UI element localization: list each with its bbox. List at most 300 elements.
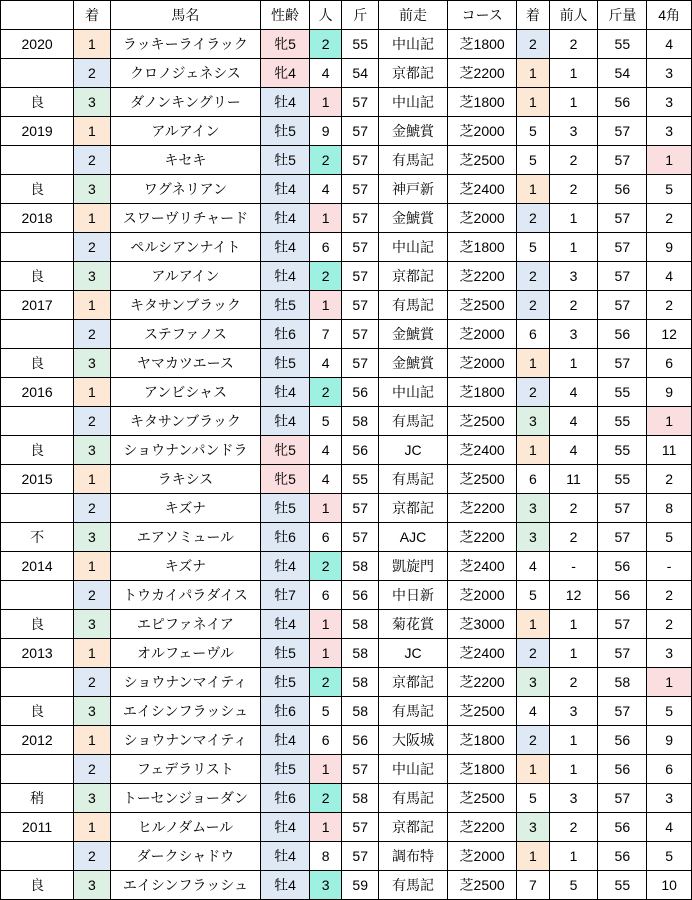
course-cell: 芝2400 xyxy=(448,552,517,581)
rank-cell: 3 xyxy=(74,523,111,552)
fourth-corner-cell: 6 xyxy=(647,349,692,378)
previous-weight-cell: 57 xyxy=(598,523,647,552)
previous-race-cell: JC xyxy=(378,639,447,668)
popularity-cell: 6 xyxy=(309,726,342,755)
previous-place-cell: 2 xyxy=(517,378,550,407)
rank-cell: 3 xyxy=(74,436,111,465)
table-row xyxy=(1,697,692,726)
popularity-cell: 2 xyxy=(309,378,342,407)
table-row xyxy=(1,842,692,871)
previous-popularity-cell: 2 xyxy=(549,175,598,204)
header-fourth-corner: 4角 xyxy=(647,1,692,30)
previous-place-cell: 1 xyxy=(517,436,550,465)
sex-age-cell: 牝5 xyxy=(261,30,310,59)
horse-name-cell: クロノジェネシス xyxy=(110,59,260,88)
previous-place-cell: 4 xyxy=(517,697,550,726)
popularity-cell: 1 xyxy=(309,291,342,320)
previous-popularity-cell: 2 xyxy=(549,668,598,697)
sex-age-cell: 牡4 xyxy=(261,842,310,871)
fourth-corner-cell: 2 xyxy=(647,610,692,639)
weight-cell: 57 xyxy=(342,349,379,378)
horse-name-cell: ラキシス xyxy=(110,465,260,494)
course-cell: 芝1800 xyxy=(448,755,517,784)
previous-popularity-cell: 2 xyxy=(549,523,598,552)
previous-weight-cell: 56 xyxy=(598,842,647,871)
fourth-corner-cell: 2 xyxy=(647,581,692,610)
previous-popularity-cell: 1 xyxy=(549,349,598,378)
previous-weight-cell: 57 xyxy=(598,262,647,291)
track-condition-label: 良 xyxy=(1,697,74,726)
course-cell: 芝2200 xyxy=(448,262,517,291)
previous-weight-cell: 57 xyxy=(598,117,647,146)
previous-place-cell: 2 xyxy=(517,291,550,320)
fourth-corner-cell: 8 xyxy=(647,494,692,523)
previous-place-cell: 5 xyxy=(517,117,550,146)
previous-weight-cell: 57 xyxy=(598,204,647,233)
spacer-cell xyxy=(1,146,74,175)
previous-place-cell: 1 xyxy=(517,88,550,117)
table-row xyxy=(1,204,692,233)
previous-place-cell: 5 xyxy=(517,233,550,262)
header-sex-age: 性齢 xyxy=(261,1,310,30)
popularity-cell: 2 xyxy=(309,262,342,291)
previous-place-cell: 1 xyxy=(517,842,550,871)
previous-popularity-cell: - xyxy=(549,552,598,581)
table-row xyxy=(1,320,692,349)
previous-race-cell: 中山記 xyxy=(378,233,447,262)
previous-place-cell: 2 xyxy=(517,204,550,233)
weight-cell: 57 xyxy=(342,291,379,320)
spacer-cell xyxy=(1,320,74,349)
previous-race-cell: 京都記 xyxy=(378,813,447,842)
horse-name-cell: キズナ xyxy=(110,552,260,581)
fourth-corner-cell: 3 xyxy=(647,784,692,813)
horse-name-cell: ステファノス xyxy=(110,320,260,349)
table-row xyxy=(1,88,692,117)
horse-name-cell: エピファネイア xyxy=(110,610,260,639)
previous-weight-cell: 55 xyxy=(598,436,647,465)
previous-popularity-cell: 1 xyxy=(549,842,598,871)
popularity-cell: 2 xyxy=(309,146,342,175)
previous-race-cell: 金鯱賞 xyxy=(378,204,447,233)
track-condition-label: 良 xyxy=(1,88,74,117)
rank-cell: 3 xyxy=(74,610,111,639)
popularity-cell: 1 xyxy=(309,610,342,639)
weight-cell: 57 xyxy=(342,117,379,146)
year-label: 2016 xyxy=(1,378,74,407)
horse-name-cell: ヤマカツエース xyxy=(110,349,260,378)
previous-place-cell: 6 xyxy=(517,465,550,494)
previous-weight-cell: 55 xyxy=(598,378,647,407)
previous-place-cell: 1 xyxy=(517,755,550,784)
fourth-corner-cell: 3 xyxy=(647,88,692,117)
previous-popularity-cell: 4 xyxy=(549,436,598,465)
previous-place-cell: 1 xyxy=(517,349,550,378)
course-cell: 芝2500 xyxy=(448,465,517,494)
rank-cell: 2 xyxy=(74,581,111,610)
header-course: コース xyxy=(448,1,517,30)
weight-cell: 54 xyxy=(342,59,379,88)
previous-popularity-cell: 2 xyxy=(549,291,598,320)
course-cell: 芝2000 xyxy=(448,349,517,378)
horse-name-cell: トウカイパラダイス xyxy=(110,581,260,610)
sex-age-cell: 牡4 xyxy=(261,813,310,842)
previous-place-cell: 5 xyxy=(517,146,550,175)
horse-name-cell: アルアイン xyxy=(110,262,260,291)
previous-place-cell: 3 xyxy=(517,407,550,436)
previous-popularity-cell: 1 xyxy=(549,610,598,639)
popularity-cell: 2 xyxy=(309,552,342,581)
horse-name-cell: キタサンブラック xyxy=(110,291,260,320)
table-row xyxy=(1,610,692,639)
rank-cell: 2 xyxy=(74,407,111,436)
sex-age-cell: 牡5 xyxy=(261,755,310,784)
table-row xyxy=(1,30,692,59)
previous-place-cell: 2 xyxy=(517,639,550,668)
course-cell: 芝2400 xyxy=(448,639,517,668)
sex-age-cell: 牡5 xyxy=(261,291,310,320)
horse-name-cell: ダノンキングリー xyxy=(110,88,260,117)
previous-popularity-cell: 2 xyxy=(549,494,598,523)
previous-popularity-cell: 2 xyxy=(549,146,598,175)
weight-cell: 59 xyxy=(342,871,379,900)
previous-place-cell: 2 xyxy=(517,30,550,59)
course-cell: 芝2500 xyxy=(448,697,517,726)
previous-popularity-cell: 1 xyxy=(549,755,598,784)
table-row xyxy=(1,813,692,842)
popularity-cell: 2 xyxy=(309,784,342,813)
track-condition-label: 良 xyxy=(1,436,74,465)
fourth-corner-cell: 2 xyxy=(647,291,692,320)
rank-cell: 3 xyxy=(74,262,111,291)
weight-cell: 56 xyxy=(342,726,379,755)
previous-race-cell: 京都記 xyxy=(378,668,447,697)
table-row xyxy=(1,291,692,320)
table-row xyxy=(1,581,692,610)
table-row xyxy=(1,552,692,581)
table-row xyxy=(1,262,692,291)
rank-cell: 1 xyxy=(74,291,111,320)
weight-cell: 57 xyxy=(342,842,379,871)
table-row xyxy=(1,436,692,465)
horse-name-cell: オルフェーヴル xyxy=(110,639,260,668)
rank-cell: 1 xyxy=(74,639,111,668)
sex-age-cell: 牡5 xyxy=(261,146,310,175)
sex-age-cell: 牡6 xyxy=(261,320,310,349)
sex-age-cell: 牡4 xyxy=(261,204,310,233)
previous-popularity-cell: 3 xyxy=(549,262,598,291)
previous-weight-cell: 56 xyxy=(598,581,647,610)
table-header-row xyxy=(1,1,692,30)
previous-race-cell: 中山記 xyxy=(378,755,447,784)
previous-race-cell: 有馬記 xyxy=(378,407,447,436)
header-rank: 着 xyxy=(74,1,111,30)
previous-place-cell: 2 xyxy=(517,262,550,291)
previous-race-cell: 有馬記 xyxy=(378,871,447,900)
rank-cell: 3 xyxy=(74,697,111,726)
previous-weight-cell: 57 xyxy=(598,233,647,262)
previous-race-cell: 金鯱賞 xyxy=(378,320,447,349)
previous-race-cell: 有馬記 xyxy=(378,697,447,726)
table-row xyxy=(1,755,692,784)
year-label: 2013 xyxy=(1,639,74,668)
weight-cell: 57 xyxy=(342,88,379,117)
previous-race-cell: 京都記 xyxy=(378,494,447,523)
course-cell: 芝1800 xyxy=(448,378,517,407)
previous-weight-cell: 57 xyxy=(598,146,647,175)
previous-popularity-cell: 3 xyxy=(549,117,598,146)
rank-cell: 1 xyxy=(74,30,111,59)
previous-popularity-cell: 1 xyxy=(549,639,598,668)
previous-weight-cell: 57 xyxy=(598,610,647,639)
table-row xyxy=(1,349,692,378)
table-row xyxy=(1,407,692,436)
weight-cell: 57 xyxy=(342,204,379,233)
previous-weight-cell: 56 xyxy=(598,755,647,784)
fourth-corner-cell: 5 xyxy=(647,523,692,552)
horse-name-cell: スワーヴリチャード xyxy=(110,204,260,233)
rank-cell: 1 xyxy=(74,117,111,146)
weight-cell: 55 xyxy=(342,30,379,59)
sex-age-cell: 牝5 xyxy=(261,465,310,494)
course-cell: 芝2200 xyxy=(448,523,517,552)
horse-name-cell: ショウナンパンドラ xyxy=(110,436,260,465)
fourth-corner-cell: 3 xyxy=(647,117,692,146)
sex-age-cell: 牡5 xyxy=(261,668,310,697)
previous-weight-cell: 56 xyxy=(598,813,647,842)
previous-place-cell: 1 xyxy=(517,610,550,639)
previous-race-cell: 金鯱賞 xyxy=(378,117,447,146)
previous-popularity-cell: 1 xyxy=(549,726,598,755)
spacer-cell xyxy=(1,581,74,610)
previous-weight-cell: 55 xyxy=(598,30,647,59)
previous-weight-cell: 56 xyxy=(598,552,647,581)
course-cell: 芝1800 xyxy=(448,726,517,755)
previous-place-cell: 5 xyxy=(517,784,550,813)
course-cell: 芝2200 xyxy=(448,59,517,88)
horse-name-cell: キズナ xyxy=(110,494,260,523)
year-label: 2020 xyxy=(1,30,74,59)
horse-name-cell: フェデラリスト xyxy=(110,755,260,784)
sex-age-cell: 牡4 xyxy=(261,88,310,117)
horse-name-cell: エイシンフラッシュ xyxy=(110,697,260,726)
rank-cell: 3 xyxy=(74,88,111,117)
horse-name-cell: ワグネリアン xyxy=(110,175,260,204)
table-row xyxy=(1,378,692,407)
rank-cell: 2 xyxy=(74,842,111,871)
spacer-cell xyxy=(1,407,74,436)
horse-name-cell: ダークシャドウ xyxy=(110,842,260,871)
fourth-corner-cell: 4 xyxy=(647,30,692,59)
sex-age-cell: 牡4 xyxy=(261,378,310,407)
fourth-corner-cell: 5 xyxy=(647,175,692,204)
previous-weight-cell: 55 xyxy=(598,871,647,900)
weight-cell: 55 xyxy=(342,465,379,494)
horse-name-cell: ラッキーライラック xyxy=(110,30,260,59)
weight-cell: 57 xyxy=(342,494,379,523)
course-cell: 芝2000 xyxy=(448,117,517,146)
horse-name-cell: キセキ xyxy=(110,146,260,175)
spacer-cell xyxy=(1,233,74,262)
previous-race-cell: 有馬記 xyxy=(378,291,447,320)
horse-name-cell: ペルシアンナイト xyxy=(110,233,260,262)
previous-weight-cell: 57 xyxy=(598,697,647,726)
rank-cell: 3 xyxy=(74,175,111,204)
previous-race-cell: 神戸新 xyxy=(378,175,447,204)
popularity-cell: 7 xyxy=(309,320,342,349)
weight-cell: 58 xyxy=(342,639,379,668)
previous-popularity-cell: 12 xyxy=(549,581,598,610)
popularity-cell: 9 xyxy=(309,117,342,146)
course-cell: 芝2500 xyxy=(448,146,517,175)
fourth-corner-cell: 1 xyxy=(647,407,692,436)
previous-race-cell: 中山記 xyxy=(378,30,447,59)
popularity-cell: 2 xyxy=(309,30,342,59)
year-label: 2015 xyxy=(1,465,74,494)
rank-cell: 2 xyxy=(74,233,111,262)
previous-popularity-cell: 2 xyxy=(549,813,598,842)
popularity-cell: 4 xyxy=(309,175,342,204)
previous-race-cell: JC xyxy=(378,436,447,465)
fourth-corner-cell: - xyxy=(647,552,692,581)
previous-weight-cell: 54 xyxy=(598,59,647,88)
previous-weight-cell: 58 xyxy=(598,668,647,697)
header-previous-place: 着 xyxy=(517,1,550,30)
table-row xyxy=(1,726,692,755)
horse-name-cell: アルアイン xyxy=(110,117,260,146)
year-label: 2017 xyxy=(1,291,74,320)
popularity-cell: 8 xyxy=(309,842,342,871)
table-row xyxy=(1,523,692,552)
previous-place-cell: 4 xyxy=(517,552,550,581)
horse-name-cell: エアソミュール xyxy=(110,523,260,552)
year-label: 2011 xyxy=(1,813,74,842)
sex-age-cell: 牡4 xyxy=(261,871,310,900)
rank-cell: 1 xyxy=(74,552,111,581)
track-condition-label: 良 xyxy=(1,262,74,291)
previous-race-cell: AJC xyxy=(378,523,447,552)
header-popularity: 人 xyxy=(309,1,342,30)
sex-age-cell: 牡4 xyxy=(261,726,310,755)
table-row xyxy=(1,639,692,668)
table-body xyxy=(1,30,692,900)
popularity-cell: 1 xyxy=(309,755,342,784)
track-condition-label: 稍 xyxy=(1,784,74,813)
course-cell: 芝2000 xyxy=(448,320,517,349)
popularity-cell: 3 xyxy=(309,871,342,900)
rank-cell: 2 xyxy=(74,320,111,349)
rank-cell: 1 xyxy=(74,726,111,755)
year-label: 2019 xyxy=(1,117,74,146)
horse-name-cell: トーセンジョーダン xyxy=(110,784,260,813)
year-label: 2012 xyxy=(1,726,74,755)
sex-age-cell: 牝5 xyxy=(261,436,310,465)
previous-popularity-cell: 11 xyxy=(549,465,598,494)
previous-race-cell: 中山記 xyxy=(378,88,447,117)
year-label: 2018 xyxy=(1,204,74,233)
header-previous-weight: 斤量 xyxy=(598,1,647,30)
previous-weight-cell: 57 xyxy=(598,291,647,320)
weight-cell: 57 xyxy=(342,233,379,262)
sex-age-cell: 牡5 xyxy=(261,117,310,146)
fourth-corner-cell: 11 xyxy=(647,436,692,465)
header-weight: 斤 xyxy=(342,1,379,30)
previous-race-cell: 京都記 xyxy=(378,262,447,291)
table-row xyxy=(1,871,692,900)
course-cell: 芝2500 xyxy=(448,291,517,320)
track-condition-label: 不 xyxy=(1,523,74,552)
previous-popularity-cell: 2 xyxy=(549,30,598,59)
sex-age-cell: 牡5 xyxy=(261,494,310,523)
popularity-cell: 5 xyxy=(309,697,342,726)
course-cell: 芝2400 xyxy=(448,436,517,465)
rank-cell: 3 xyxy=(74,784,111,813)
course-cell: 芝2200 xyxy=(448,494,517,523)
sex-age-cell: 牡4 xyxy=(261,610,310,639)
sex-age-cell: 牡4 xyxy=(261,262,310,291)
previous-race-cell: 中日新 xyxy=(378,581,447,610)
header-previous-race: 前走 xyxy=(378,1,447,30)
track-condition-label: 良 xyxy=(1,610,74,639)
weight-cell: 58 xyxy=(342,668,379,697)
previous-weight-cell: 57 xyxy=(598,494,647,523)
fourth-corner-cell: 1 xyxy=(647,146,692,175)
weight-cell: 57 xyxy=(342,262,379,291)
sex-age-cell: 牡5 xyxy=(261,639,310,668)
fourth-corner-cell: 6 xyxy=(647,755,692,784)
course-cell: 芝1800 xyxy=(448,88,517,117)
previous-weight-cell: 55 xyxy=(598,465,647,494)
popularity-cell: 5 xyxy=(309,407,342,436)
table-row xyxy=(1,668,692,697)
header-blank xyxy=(1,1,74,30)
popularity-cell: 6 xyxy=(309,581,342,610)
previous-race-cell: 調布特 xyxy=(378,842,447,871)
sex-age-cell: 牡4 xyxy=(261,407,310,436)
previous-popularity-cell: 1 xyxy=(549,88,598,117)
course-cell: 芝2200 xyxy=(448,668,517,697)
header-horse-name: 馬名 xyxy=(110,1,260,30)
course-cell: 芝2500 xyxy=(448,871,517,900)
fourth-corner-cell: 2 xyxy=(647,465,692,494)
previous-popularity-cell: 1 xyxy=(549,233,598,262)
course-cell: 芝2400 xyxy=(448,175,517,204)
popularity-cell: 2 xyxy=(309,668,342,697)
popularity-cell: 4 xyxy=(309,436,342,465)
previous-race-cell: 有馬記 xyxy=(378,146,447,175)
previous-race-cell: 京都記 xyxy=(378,59,447,88)
fourth-corner-cell: 1 xyxy=(647,668,692,697)
fourth-corner-cell: 10 xyxy=(647,871,692,900)
previous-race-cell: 菊花賞 xyxy=(378,610,447,639)
weight-cell: 58 xyxy=(342,407,379,436)
year-label: 2014 xyxy=(1,552,74,581)
table-row xyxy=(1,494,692,523)
course-cell: 芝3000 xyxy=(448,610,517,639)
previous-weight-cell: 56 xyxy=(598,320,647,349)
rank-cell: 3 xyxy=(74,349,111,378)
previous-popularity-cell: 4 xyxy=(549,407,598,436)
previous-place-cell: 1 xyxy=(517,59,550,88)
previous-weight-cell: 56 xyxy=(598,88,647,117)
table-row xyxy=(1,233,692,262)
sex-age-cell: 牡7 xyxy=(261,581,310,610)
popularity-cell: 6 xyxy=(309,523,342,552)
previous-popularity-cell: 4 xyxy=(549,378,598,407)
previous-popularity-cell: 3 xyxy=(549,320,598,349)
fourth-corner-cell: 5 xyxy=(647,842,692,871)
previous-race-cell: 有馬記 xyxy=(378,784,447,813)
